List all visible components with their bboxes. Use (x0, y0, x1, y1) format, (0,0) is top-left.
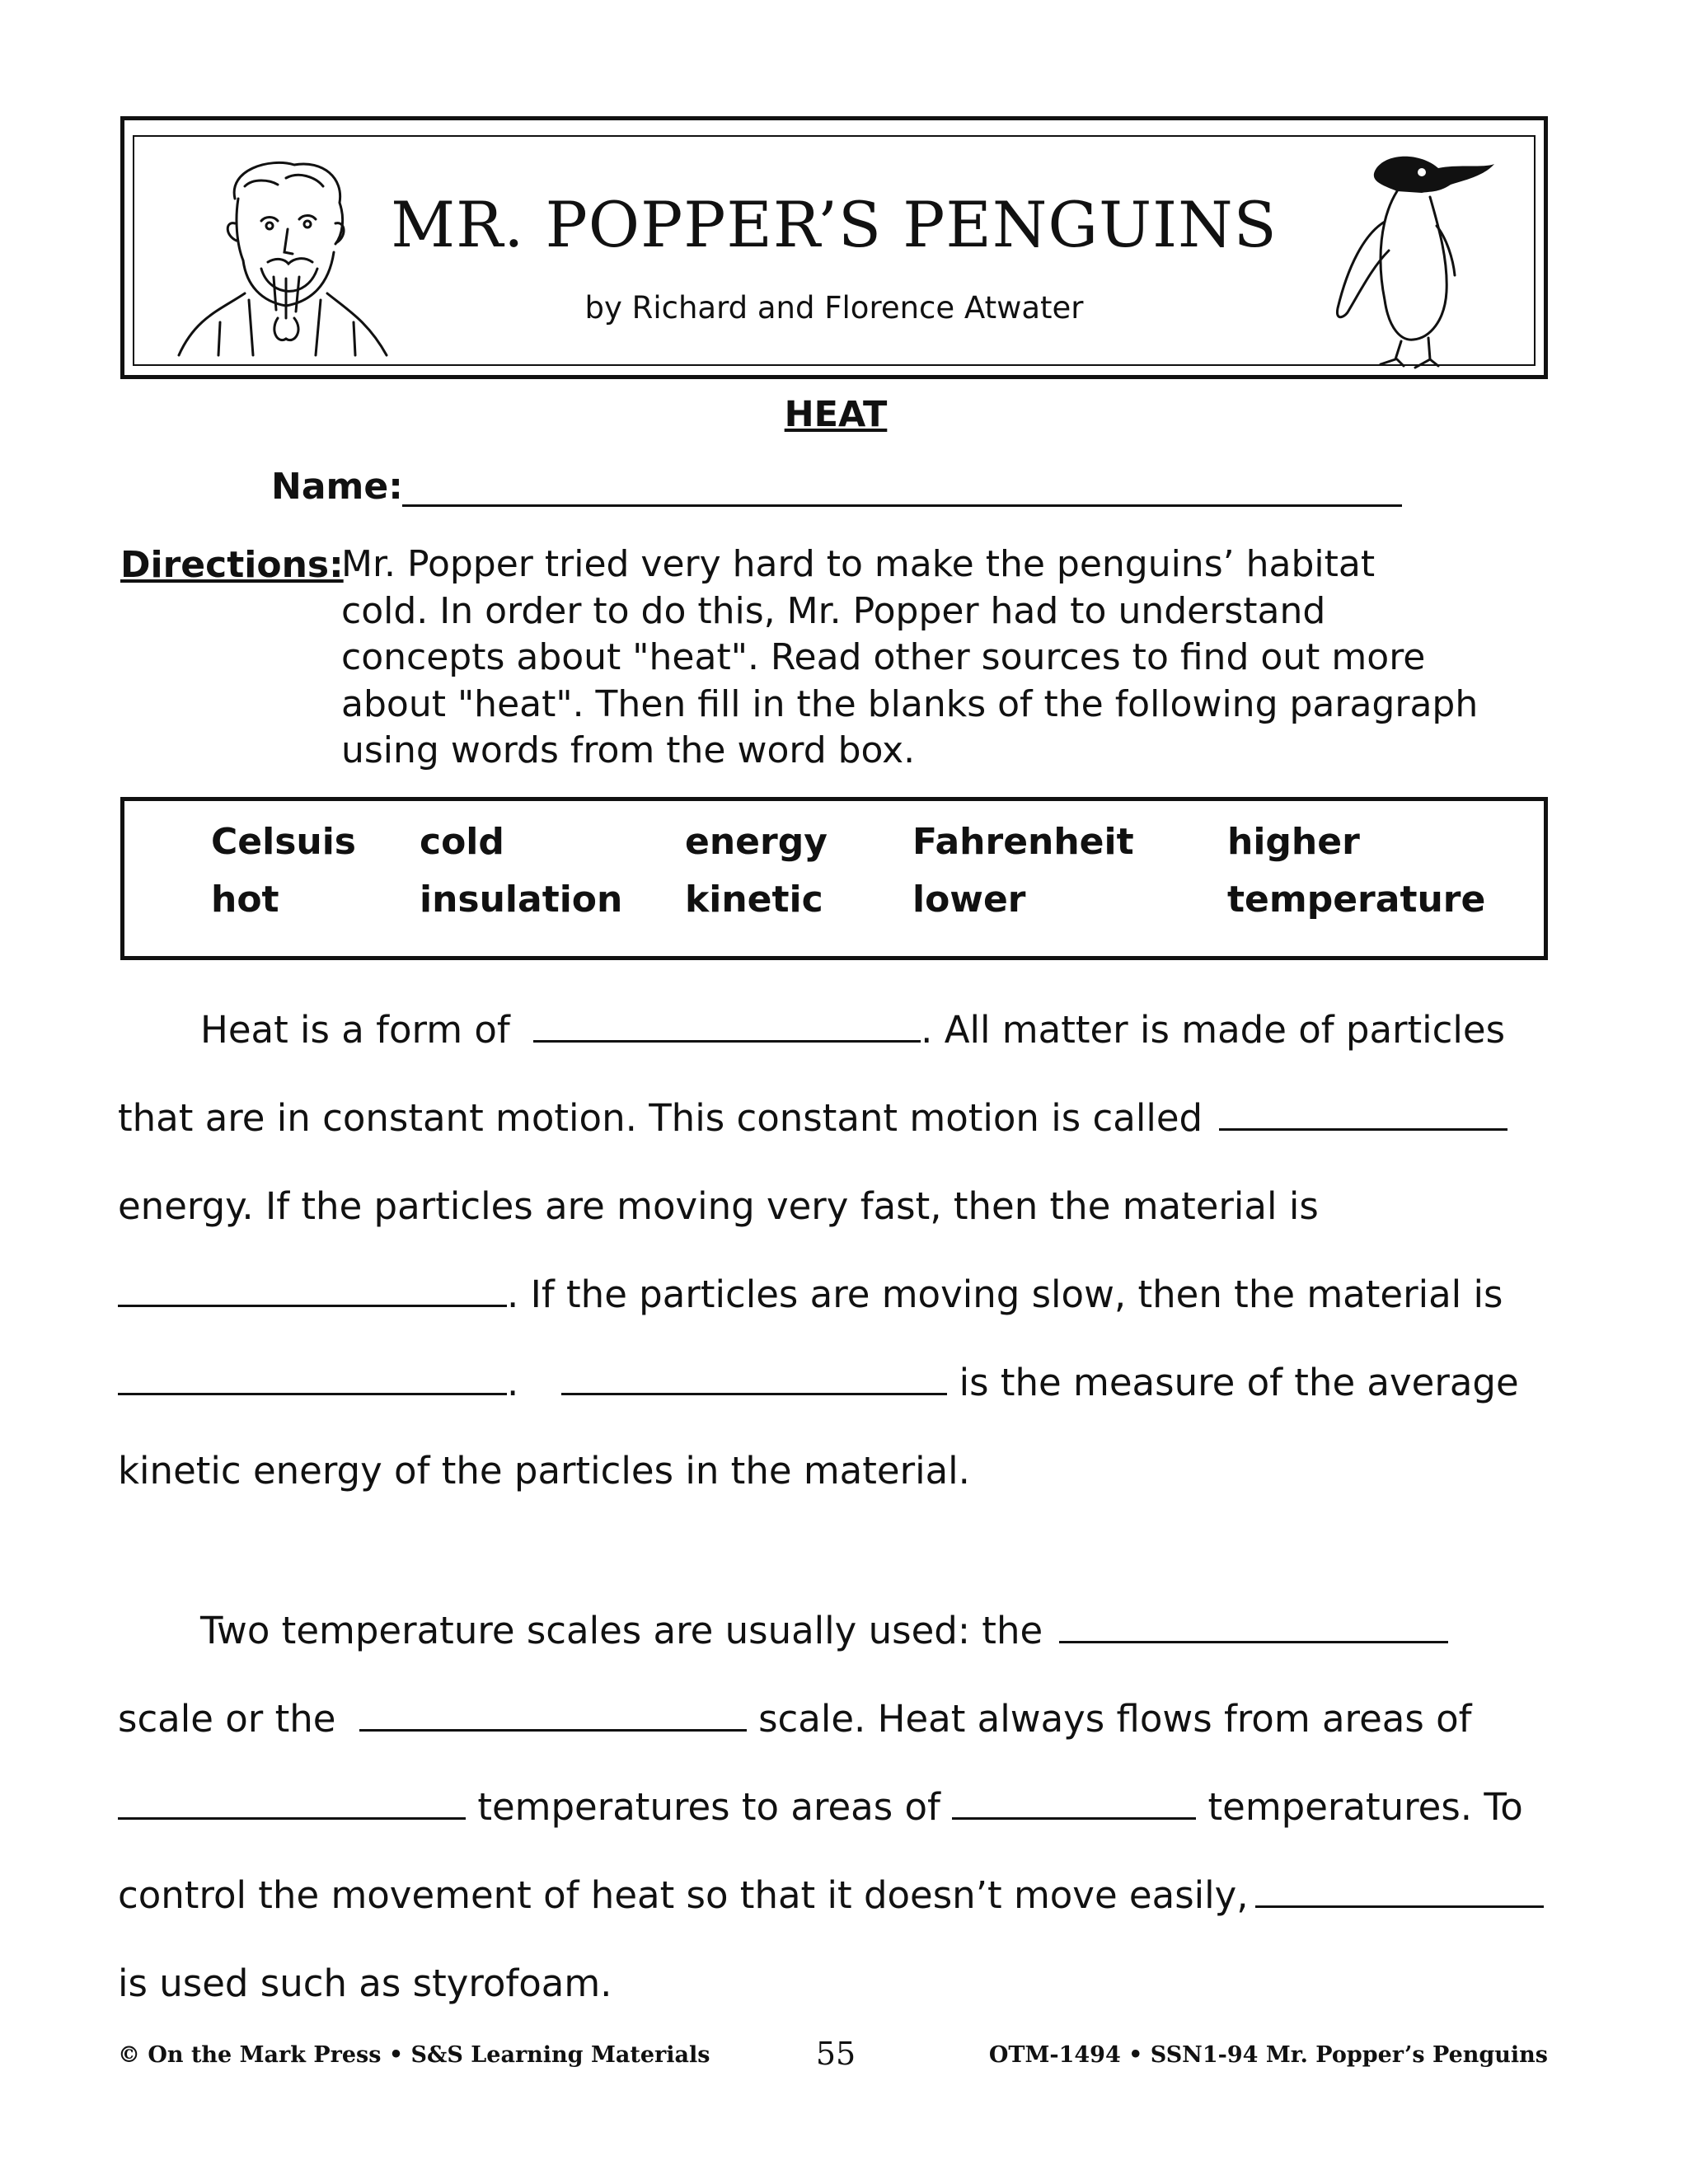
paragraph-line (118, 1851, 1568, 1939)
word-box-item: energy (685, 821, 828, 863)
word-box-item: Celsuis (211, 821, 356, 863)
paragraph-line (118, 1763, 1568, 1851)
worksheet-heading: HEAT (784, 394, 888, 435)
mr-popper-portrait-illustration (171, 153, 393, 372)
book-title: MR. POPPER’S PENGUINS (391, 188, 1278, 261)
word-box-item: hot (211, 879, 279, 921)
word-box-item: kinetic (685, 879, 823, 921)
paragraph-text: control the movement of heat so that it doesn’t move easily, (118, 1873, 1249, 1917)
answer-blank[interactable] (1219, 1127, 1507, 1131)
paragraph-line (118, 1586, 1568, 1675)
word-box (120, 797, 1548, 960)
answer-blank[interactable] (118, 1816, 466, 1820)
fill-in-paragraph-1 (118, 986, 1568, 1515)
footer-product-code: OTM-1494 • SSN1-94 Mr. Popper’s Penguins (988, 2042, 1548, 2068)
page-number: 55 (815, 2036, 856, 2072)
paragraph-text: is used such as styrofoam. (118, 1961, 612, 2005)
word-box-item: lower (912, 879, 1026, 921)
answer-blank[interactable] (118, 1392, 507, 1395)
book-author: by Richard and Florence Atwater (584, 290, 1084, 326)
paragraph-line (118, 1074, 1568, 1162)
footer-copyright: © On the Mark Press • S&S Learning Materials (118, 2042, 710, 2068)
answer-blank[interactable] (118, 1304, 507, 1307)
directions-line: using words from the word box. (341, 729, 916, 772)
paragraph-line (118, 1939, 1568, 2027)
paragraph-line (118, 1250, 1568, 1338)
fill-in-paragraph-2 (118, 1586, 1568, 2027)
paragraph-text: kinetic energy of the particles in the material. (118, 1449, 970, 1493)
paragraph-line (118, 1162, 1568, 1250)
paragraph-text: scale or the (118, 1697, 336, 1741)
title-banner-inner (133, 135, 1536, 366)
name-blank[interactable] (402, 504, 1402, 507)
answer-blank[interactable] (1255, 1905, 1544, 1908)
paragraph-text: scale. Heat always flows from areas of (758, 1697, 1472, 1741)
paragraph-text: . All matter is made of particles (921, 1008, 1506, 1052)
word-box-item: temperature (1227, 879, 1486, 921)
word-box-item: Fahrenheit (912, 821, 1134, 863)
answer-blank[interactable] (359, 1728, 747, 1732)
directions-label: Directions: (120, 544, 344, 586)
word-box-item: higher (1227, 821, 1360, 863)
word-box-item: cold (420, 821, 504, 863)
paragraph-line (118, 1338, 1568, 1427)
paragraph-text: temperatures. To (1207, 1785, 1523, 1829)
directions-line: Mr. Popper tried very hard to make the penguins’ habitat (341, 543, 1376, 585)
paragraph-text: that are in constant motion. This constant motion is called (118, 1096, 1203, 1140)
paragraph-text: Heat is a form of (200, 1008, 510, 1052)
answer-blank[interactable] (952, 1816, 1196, 1820)
name-label: Name: (271, 466, 403, 508)
directions-line: about "heat". Then fill in the blanks of the following paragraph (341, 682, 1479, 725)
paragraph-text: energy. If the particles are moving very fast, then the material is (118, 1184, 1319, 1228)
word-box-item: insulation (420, 879, 623, 921)
paragraph-line (118, 1427, 1568, 1515)
paragraph-line (118, 986, 1568, 1074)
title-banner (120, 116, 1548, 379)
paragraph-text: . If the particles are moving slow, then the material is (507, 1272, 1503, 1316)
paragraph-text: . (507, 1361, 519, 1404)
answer-blank[interactable] (1059, 1640, 1448, 1643)
directions-line: cold. In order to do this, Mr. Popper had to understand (341, 589, 1326, 632)
answer-blank[interactable] (561, 1392, 947, 1395)
paragraph-text: temperatures to areas of (477, 1785, 940, 1829)
paragraph-line (118, 1675, 1568, 1763)
paragraph-text: is the measure of the average (959, 1361, 1519, 1404)
answer-blank[interactable] (533, 1039, 921, 1043)
paragraph-text: Two temperature scales are usually used: the (200, 1609, 1043, 1652)
directions-line: concepts about "heat". Read other sources to find out more (341, 636, 1426, 679)
directions-text (341, 541, 1528, 775)
